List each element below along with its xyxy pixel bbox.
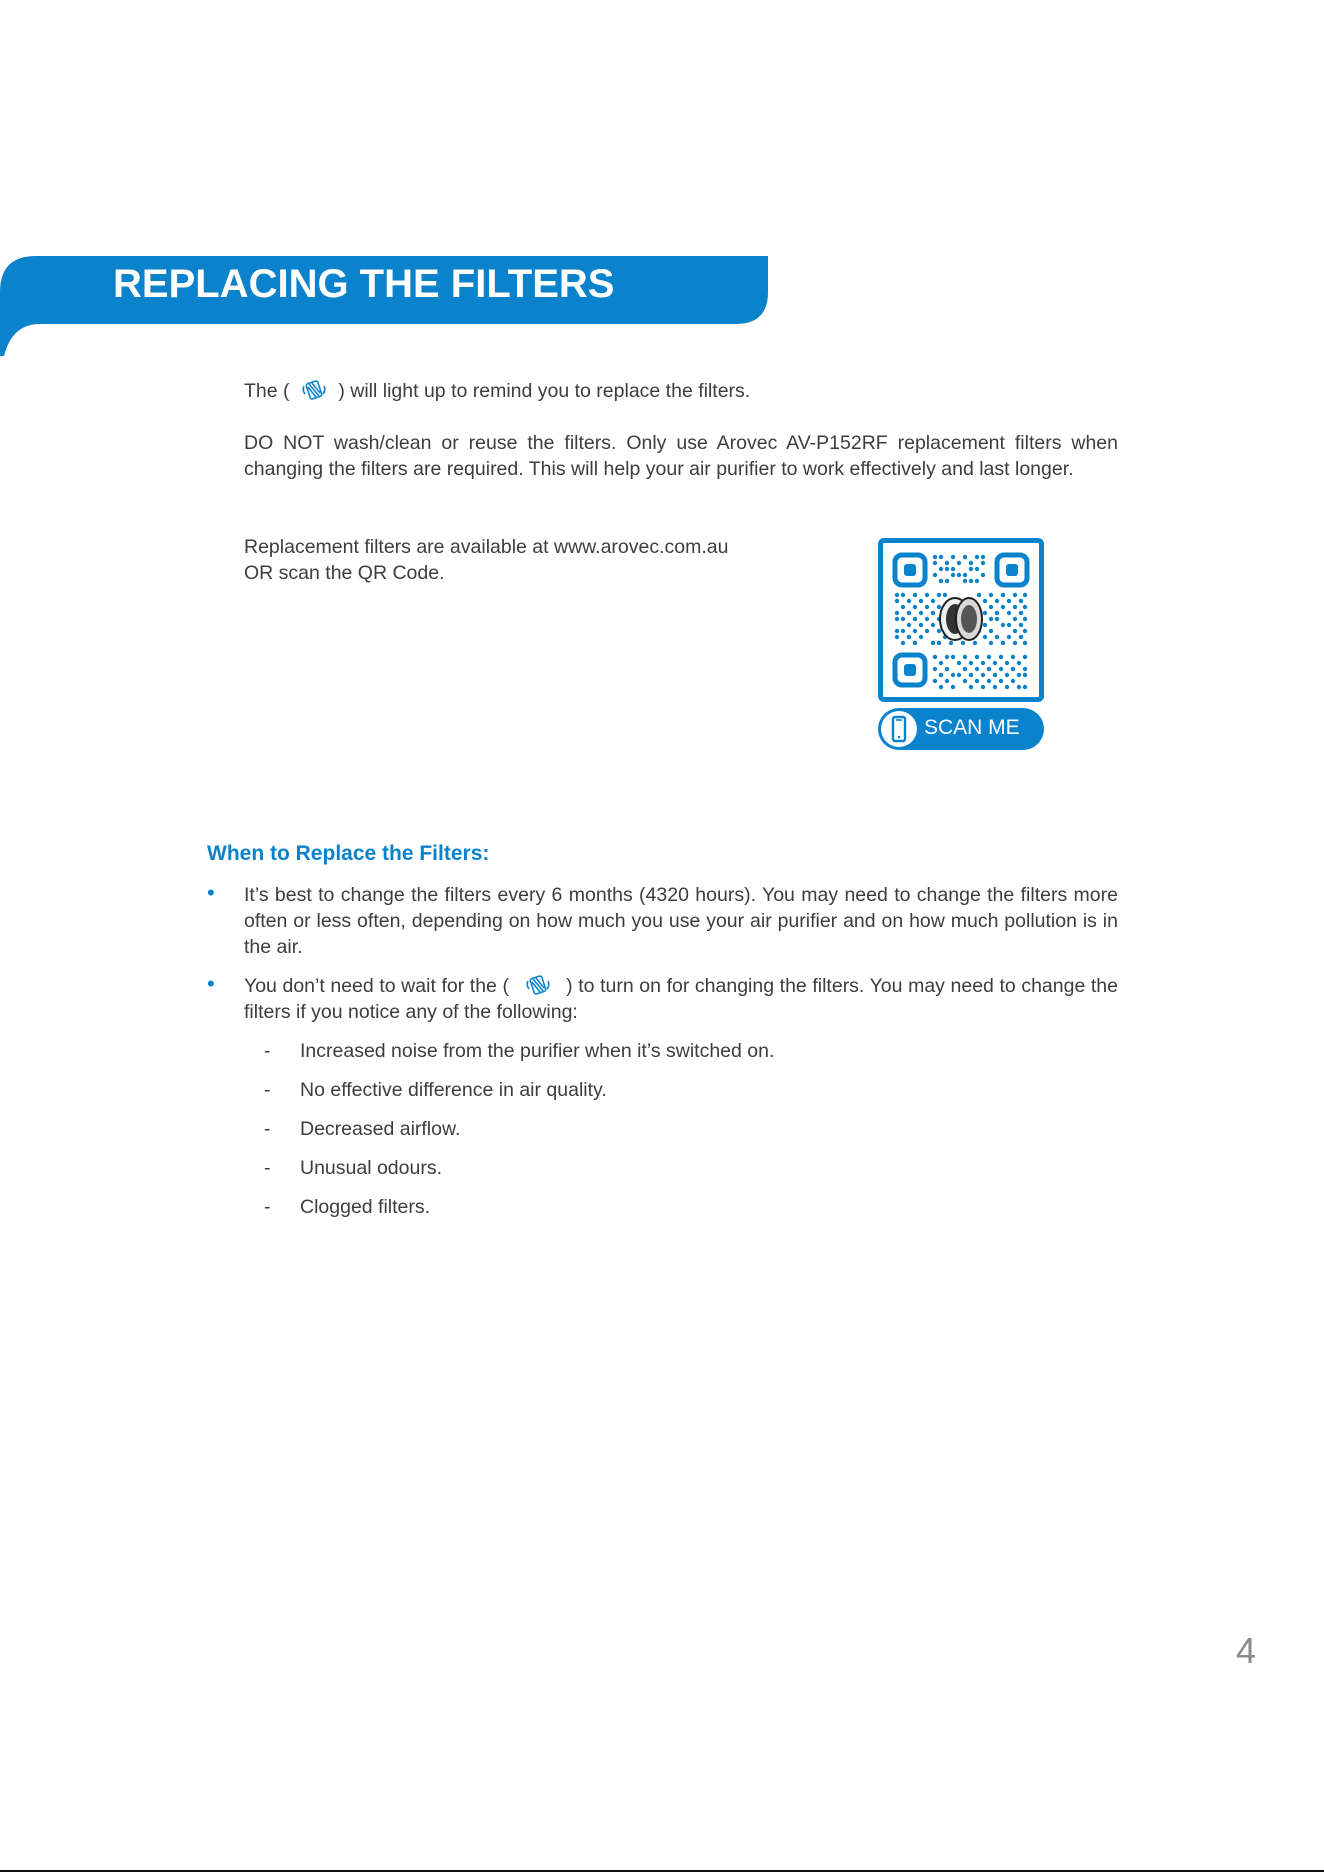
phone-icon bbox=[881, 711, 917, 747]
reminder-text-before: The ( bbox=[244, 380, 290, 402]
sign-item: - Clogged filters. bbox=[264, 1196, 431, 1218]
sign-text: Unusual odours. bbox=[300, 1157, 443, 1179]
scan-me-label: SCAN ME bbox=[924, 716, 1020, 739]
page-title: REPLACING THE FILTERS bbox=[113, 262, 615, 306]
when-heading: When to Replace the Filters: bbox=[207, 842, 490, 865]
filter-product-icon bbox=[940, 598, 982, 640]
bullet-2-text-after: ) to turn on for changing the filters. You may need to change the filters if you notice any of the following: bbox=[244, 975, 1118, 1023]
qr-code[interactable] bbox=[878, 538, 1044, 702]
sign-text: Clogged filters. bbox=[300, 1196, 431, 1218]
bullet-2-text-before: You don’t need to wait for the ( bbox=[244, 975, 509, 997]
sign-item: - No effective difference in air quality. bbox=[264, 1079, 607, 1101]
sign-item: - Unusual odours. bbox=[264, 1157, 443, 1179]
qr-code-graphic bbox=[883, 543, 1039, 697]
bullet-dot: • bbox=[207, 880, 215, 905]
page-number: 4 bbox=[1236, 1630, 1257, 1671]
sign-item: - Increased noise from the purifier when it’s switched on. bbox=[264, 1040, 775, 1062]
bullet-1-text: It’s best to change the filters every 6 months (4320 hours). You may need to change the filters more often or less often, depending on how much you use your air purifier and on how much pollution is in the air. bbox=[244, 884, 1118, 958]
sign-text: No effective difference in air quality. bbox=[300, 1079, 607, 1101]
scan-me-button[interactable] bbox=[878, 708, 1044, 750]
sign-item: - Decreased airflow. bbox=[264, 1118, 461, 1140]
reminder-text-after: ) will light up to remind you to replace the filters. bbox=[338, 380, 751, 402]
bullet-dot: • bbox=[207, 971, 215, 996]
bullet-2-text bbox=[244, 973, 1118, 1025]
availability-line-1: Replacement filters are available at www.arovec.com.au bbox=[244, 536, 729, 558]
filter-replace-icon bbox=[299, 378, 329, 402]
filter-replace-icon bbox=[523, 973, 553, 997]
sign-text: Increased noise from the purifier when it’s switched on. bbox=[300, 1040, 775, 1062]
reminder-paragraph bbox=[244, 378, 1118, 404]
sign-text: Decreased airflow. bbox=[300, 1118, 461, 1140]
warning-paragraph: DO NOT wash/clean or reuse the filters. Only use Arovec AV-P152RF replacement filters when changing the filters are required. This will help your air purifier to work effectively and last longer. bbox=[244, 432, 1118, 480]
availability-line-2: OR scan the QR Code. bbox=[244, 562, 445, 584]
